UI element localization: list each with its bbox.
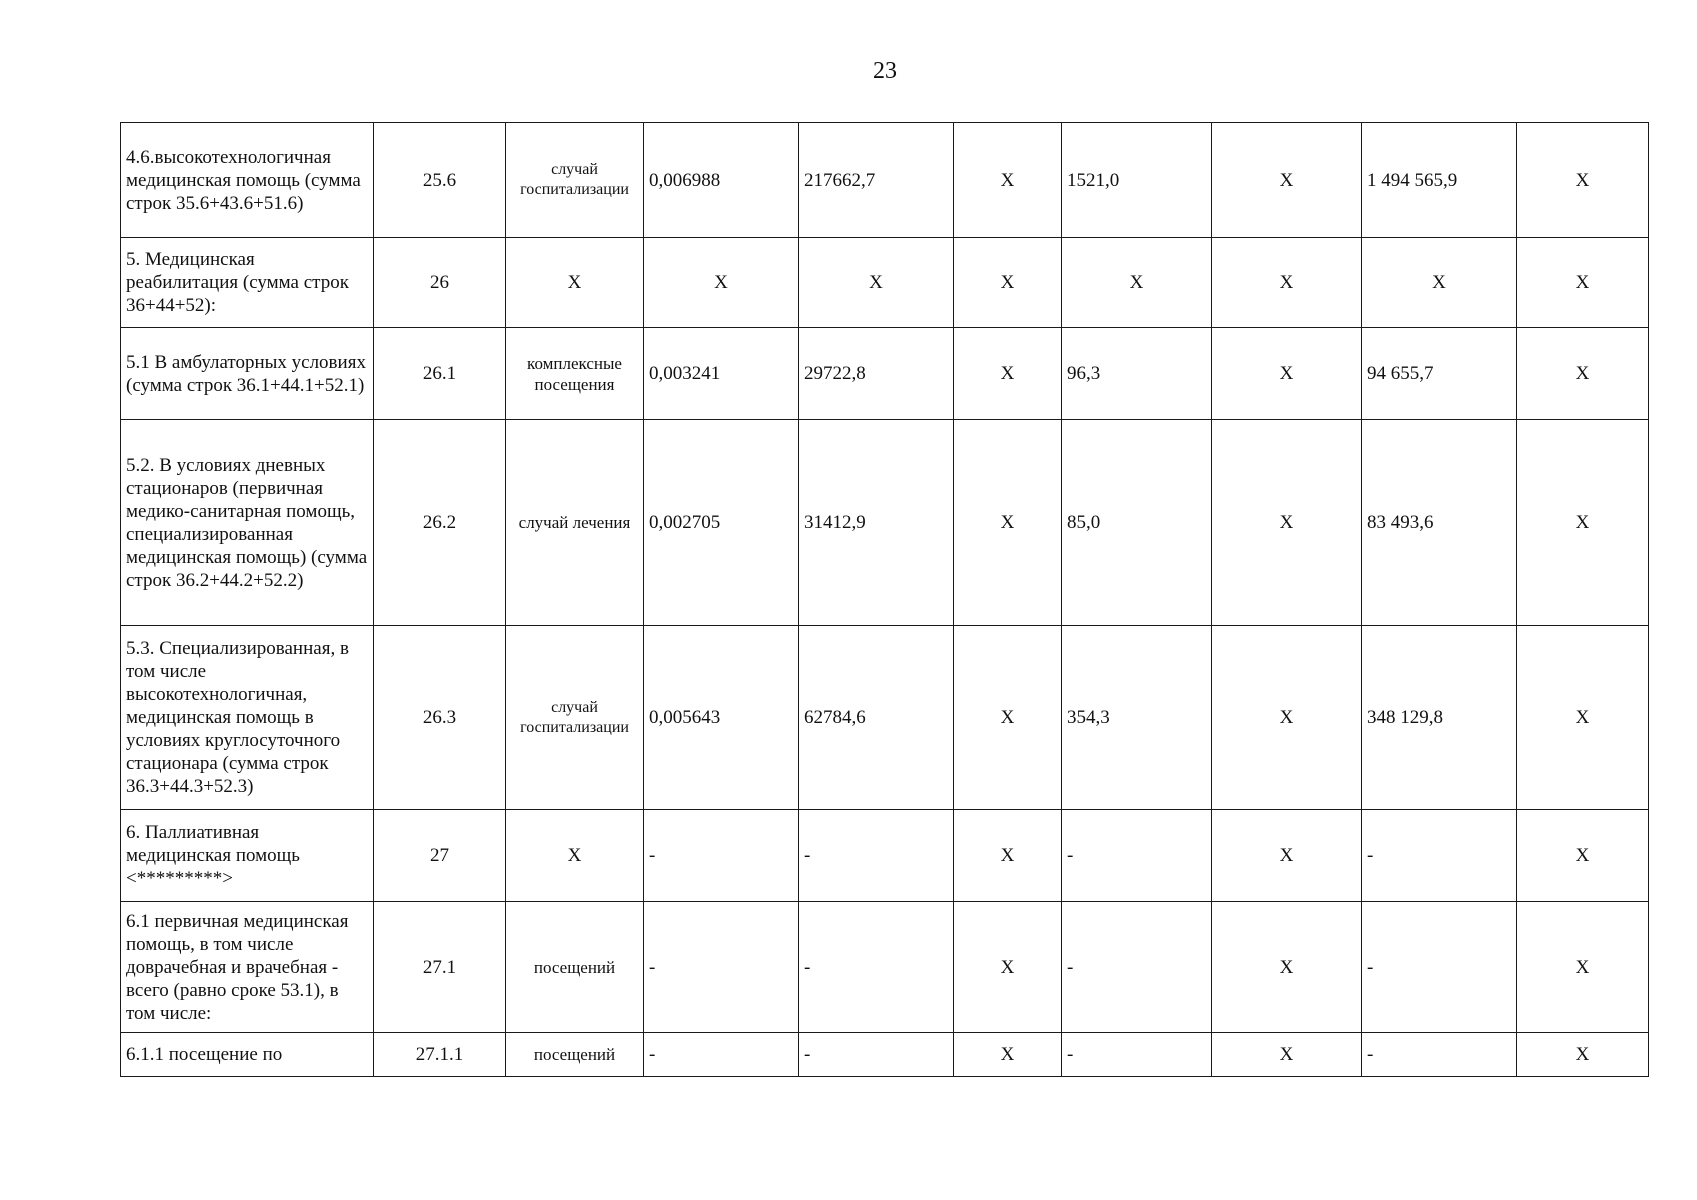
cell-col5: X <box>799 238 954 328</box>
cell-col10: X <box>1517 238 1649 328</box>
cell-col10: X <box>1517 420 1649 626</box>
cell-col5: - <box>799 902 954 1033</box>
cell-col8: X <box>1212 902 1362 1033</box>
row-name: 5. Медицинская реабилитация (сумма строк 36+44+52): <box>121 238 374 328</box>
cell-col10: X <box>1517 1033 1649 1077</box>
row-number: 25.6 <box>374 123 506 238</box>
cell-col10: X <box>1517 626 1649 810</box>
cell-col4: 0,002705 <box>644 420 799 626</box>
page-number: 23 <box>873 58 897 84</box>
cell-col5: - <box>799 1033 954 1077</box>
cell-col10: X <box>1517 123 1649 238</box>
cell-col8: X <box>1212 626 1362 810</box>
cell-col8: X <box>1212 328 1362 420</box>
row-unit: X <box>506 810 644 902</box>
cell-col4: 0,005643 <box>644 626 799 810</box>
row-unit: посещений <box>506 1033 644 1077</box>
cell-col6: X <box>954 238 1062 328</box>
cell-col7: - <box>1062 810 1212 902</box>
row-name: 4.6.высокотехнологичная медицинская помощь (сумма строк 35.6+43.6+51.6) <box>121 123 374 238</box>
cell-col7: 96,3 <box>1062 328 1212 420</box>
cell-col8: X <box>1212 238 1362 328</box>
cell-col4: - <box>644 1033 799 1077</box>
table-row <box>121 1033 1649 1077</box>
cell-col4: - <box>644 810 799 902</box>
table-row <box>121 902 1649 1033</box>
row-name: 5.1 В амбулаторных условиях (сумма строк 36.1+44.1+52.1) <box>121 328 374 420</box>
cell-col6: X <box>954 810 1062 902</box>
cell-col7: 85,0 <box>1062 420 1212 626</box>
cell-col6: X <box>954 902 1062 1033</box>
cell-col8: X <box>1212 810 1362 902</box>
cell-col5: 29722,8 <box>799 328 954 420</box>
cell-col9: - <box>1362 1033 1517 1077</box>
cell-col4: X <box>644 238 799 328</box>
row-name: 5.3. Специализированная, в том числе высокотехнологичная, медицинская помощь в условиях круглосуточного стационара (сумма строк 36.3+44.3+52.3) <box>121 626 374 810</box>
row-unit: случай госпитализации <box>506 626 644 810</box>
cell-col9: 83 493,6 <box>1362 420 1517 626</box>
row-number: 27 <box>374 810 506 902</box>
cell-col4: - <box>644 902 799 1033</box>
cell-col5: - <box>799 810 954 902</box>
cell-col8: X <box>1212 123 1362 238</box>
cell-col7: 1521,0 <box>1062 123 1212 238</box>
row-number: 26.3 <box>374 626 506 810</box>
row-number: 27.1.1 <box>374 1033 506 1077</box>
row-number: 26.1 <box>374 328 506 420</box>
row-unit: случай госпитализации <box>506 123 644 238</box>
table-row <box>121 328 1649 420</box>
data-table <box>120 122 1649 1077</box>
table-row <box>121 123 1649 238</box>
cell-col7: - <box>1062 1033 1212 1077</box>
cell-col6: X <box>954 420 1062 626</box>
cell-col9: 94 655,7 <box>1362 328 1517 420</box>
row-unit: случай лечения <box>506 420 644 626</box>
cell-col10: X <box>1517 902 1649 1033</box>
cell-col6: X <box>954 1033 1062 1077</box>
row-name: 6. Паллиативная медицинская помощь <*********> <box>121 810 374 902</box>
cell-col9: - <box>1362 810 1517 902</box>
row-name: 5.2. В условиях дневных стационаров (первичная медико-санитарная помощь, специализированная медицинская помощь) (сумма строк 36.2+44.2+52.2) <box>121 420 374 626</box>
row-number: 26.2 <box>374 420 506 626</box>
cell-col7: X <box>1062 238 1212 328</box>
cell-col4: 0,003241 <box>644 328 799 420</box>
cell-col5: 217662,7 <box>799 123 954 238</box>
cell-col6: X <box>954 626 1062 810</box>
cell-col6: X <box>954 328 1062 420</box>
cell-col7: 354,3 <box>1062 626 1212 810</box>
cell-col9: 348 129,8 <box>1362 626 1517 810</box>
cell-col9: X <box>1362 238 1517 328</box>
cell-col10: X <box>1517 328 1649 420</box>
table-row <box>121 238 1649 328</box>
row-name: 6.1.1 посещение по <box>121 1033 374 1077</box>
table-row <box>121 810 1649 902</box>
cell-col5: 62784,6 <box>799 626 954 810</box>
cell-col9: 1 494 565,9 <box>1362 123 1517 238</box>
row-name: 6.1 первичная медицинская помощь, в том числе доврачебная и врачебная - всего (равно сроке 53.1), в том числе: <box>121 902 374 1033</box>
cell-col4: 0,006988 <box>644 123 799 238</box>
row-unit: X <box>506 238 644 328</box>
cell-col5: 31412,9 <box>799 420 954 626</box>
row-number: 26 <box>374 238 506 328</box>
cell-col8: X <box>1212 1033 1362 1077</box>
cell-col10: X <box>1517 810 1649 902</box>
cell-col9: - <box>1362 902 1517 1033</box>
table-row <box>121 420 1649 626</box>
cell-col6: X <box>954 123 1062 238</box>
row-number: 27.1 <box>374 902 506 1033</box>
row-unit: посещений <box>506 902 644 1033</box>
table-row <box>121 626 1649 810</box>
row-unit: комплексные посещения <box>506 328 644 420</box>
cell-col8: X <box>1212 420 1362 626</box>
cell-col7: - <box>1062 902 1212 1033</box>
